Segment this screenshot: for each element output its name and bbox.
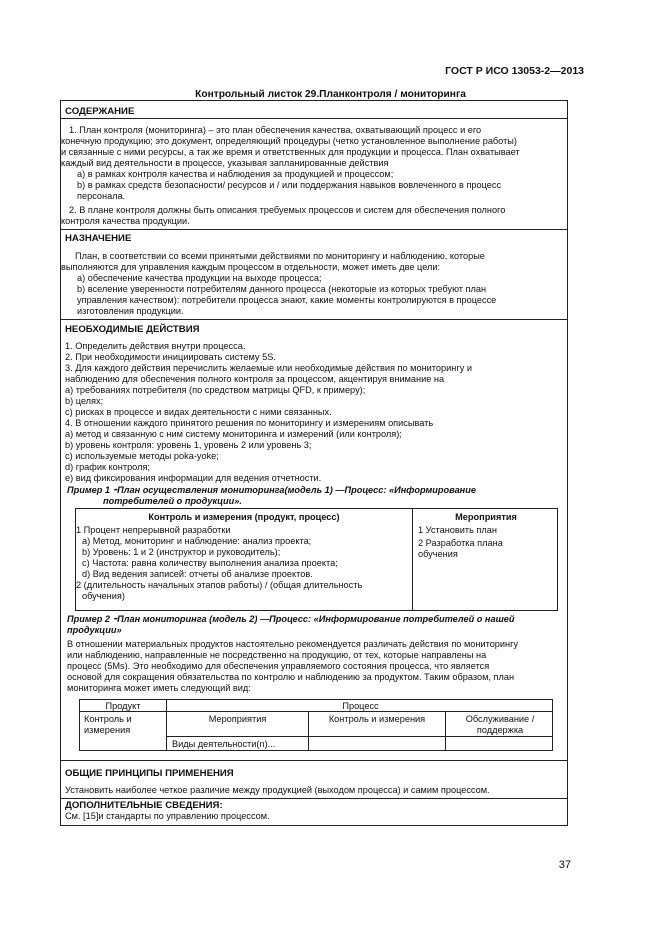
actions-line: e) вид фиксирования информации для ведения отчетности. (65, 473, 322, 483)
actions-line: c) рисках в процессе и видах деятельности с ними связанных. (65, 407, 332, 417)
actions-line: c) используемые методы poka-yoke; (65, 451, 219, 461)
table2-service-header: Обслуживание / (465, 714, 535, 724)
extra-text: См. [15]и стандарты по управлению процессом. (65, 811, 270, 821)
table2-control-header: Контроль и измерения (328, 714, 426, 724)
actions-line: a) метод и связанную с ним систему мониторинга и измерений (или контроля); (65, 429, 402, 439)
extra-heading: ДОПОЛНИТЕЛЬНЫЕ СВЕДЕНИЯ: (65, 800, 223, 811)
document-header: ГОСТ Р ИСО 13053-2—2013 (445, 65, 584, 77)
monitoring-plan-table (79, 699, 553, 751)
principles-heading: ОБЩИЕ ПРИНЦИПЫ ПРИМЕНЕНИЯ (65, 768, 234, 779)
checklist-frame (60, 100, 568, 826)
paragraph-line: мониторинга может иметь следующий вид: (67, 683, 251, 693)
table1-row: d) Вид ведения записей: отчеты об анализе проектов. (82, 569, 313, 579)
content-line: контроля качества продукции. (61, 216, 190, 226)
table1-row: a) Метод, мониторинг и наблюдение: анализ проекта; (82, 536, 312, 546)
table1-row: c) Частота: равна количеству выполнения анализа проекта; (82, 558, 338, 568)
actions-line: b) уровень контроля: уровень 1, уровень 2 или уровень 3; (65, 440, 312, 450)
table2-service-header-cont: поддержка (476, 725, 524, 735)
content-line: 1. План контроля (мониторинга) – это план обеспечения качества, охватывающий процесс и его (69, 125, 482, 135)
paragraph-line: процесс (5Ms). Это необходимо для обеспечения управляемого состояния процесса, что является (67, 661, 490, 671)
actions-line: d) график контроля; (65, 462, 150, 472)
table2-control-label: Контроль и (84, 714, 132, 724)
table1-col1-header: Контроль и измерения (продукт, процесс) (148, 512, 340, 522)
actions-line: a) требованиях потребителя (по средством матрицы QFD, к примеру); (65, 385, 366, 395)
extra-section (61, 798, 567, 825)
content-line: конечную продукцию; это документ, определяющий процедуры (четко установленное выполнение работы) (61, 136, 517, 146)
table1-row: b) Уровень: 1 и 2 (инструктор и руководитель); (82, 547, 281, 557)
actions-line: 3. Для каждого действия перечислить желаемые или необходимые действия по мониторингу и (65, 363, 472, 373)
paragraph-line: В отношении материальных продуктов настоятельно рекомендуется различать действия по мониторингу (67, 639, 519, 649)
actions-line: наблюдению для обеспечения полного контроля за процессом, акцентируя внимание на (65, 374, 445, 384)
example1-caption-cont: потребителей о продукции». (103, 496, 242, 506)
paragraph-line: или наблюдению, направленные не посредственно на продукцию, от тех, которые направлены на (67, 650, 487, 660)
actions-line: b) целях; (65, 396, 104, 406)
table2-control-label-cont: измерения (84, 725, 131, 735)
content-section (61, 101, 567, 230)
example1-table (75, 508, 558, 611)
example2-caption-cont: продукции» (67, 625, 122, 635)
table1-row: обучения) (82, 591, 125, 601)
checklist-title: Контрольный листок 29.Планконтроля / мониторинга (195, 89, 466, 100)
example2-caption: Пример 2 ⁃План мониторинга (модель 2) —Процесс: «Информирование потребителей о нашей (67, 614, 515, 624)
purpose-line: управления качеством): потребители процесса знают, какие моменты контролируются в процессе (77, 295, 497, 305)
table1-row: 2 (длительность начальных этапов работы) / (общая длительность (76, 580, 363, 590)
content-line: каждый вид деятельности в процессе, указывая запланированные действия (61, 158, 389, 168)
actions-section (61, 319, 567, 761)
page-number: 37 (558, 859, 571, 871)
table2-process-header: Процесс (342, 701, 379, 711)
principles-text: Установить наиболее четкое различие между продукцией (выходом процесса) и самим процессом. (65, 785, 490, 795)
content-line: персонала. (77, 191, 126, 201)
content-line: и связанные с ними ресурсы, а так же время и ответственных для продукции и процесса. План охватывает (61, 147, 520, 157)
table1-row: 1 Процент непрерывной разработки (76, 525, 231, 535)
actions-heading: НЕОБХОДИМЫЕ ДЕЙСТВИЯ (65, 324, 200, 335)
purpose-line: План, в соответствии со всеми принятыми действиями по мониторингу и наблюдению, которые (75, 251, 485, 261)
content-line: a) в рамках контроля качества и наблюдения за продукцией и процессом; (77, 169, 394, 179)
table1-action: 2 Разработка плана (418, 538, 503, 548)
purpose-line: a) обеспечение качества продукции на выходе процесса; (77, 273, 322, 283)
table2-activities-header: Мероприятия (208, 714, 267, 724)
table2-product-header: Продукт (105, 701, 141, 711)
table1-action: 1 Установить план (418, 525, 497, 535)
purpose-heading: НАЗНАЧЕНИЕ (65, 233, 132, 244)
paragraph-line: основой для сокращения обязательства по контролю и наблюдению за продуктом. Таким образом, план (67, 672, 515, 682)
purpose-section (61, 229, 567, 320)
purpose-line: выполняются для управления каждым процессом в отдельности, может иметь две цели: (61, 262, 441, 272)
table2-activity-types: Виды деятельности(n)... (172, 739, 276, 749)
actions-line: 2. При необходимости инициировать систему 5S. (65, 352, 276, 362)
purpose-line: b) вселение уверенности потребителям данного процесса (некоторые из которых требуют план (77, 284, 487, 294)
table1-col2-header: Мероприятия (455, 512, 517, 522)
principles-section (61, 760, 567, 799)
purpose-line: изготовления продукции. (77, 306, 184, 316)
content-heading: СОДЕРЖАНИЕ (65, 106, 135, 117)
content-line: 2. В плане контроля должны быть описания требуемых процессов и систем для обеспечения полного (69, 205, 506, 215)
actions-line: 1. Определить действия внутри процесса. (65, 341, 246, 351)
table1-action: обучения (418, 549, 458, 559)
example1-caption: Пример 1 ⁃План осуществления мониторинга(модель 1) —Процесс: «Информирование (67, 485, 476, 495)
content-line: b) в рамках средств безопасности/ ресурсов и / или поддержания навыков вовлеченного в процесс (77, 180, 502, 190)
actions-line: 4. В отношении каждого принятого решения по мониторингу и измерениям описывать (65, 418, 434, 428)
